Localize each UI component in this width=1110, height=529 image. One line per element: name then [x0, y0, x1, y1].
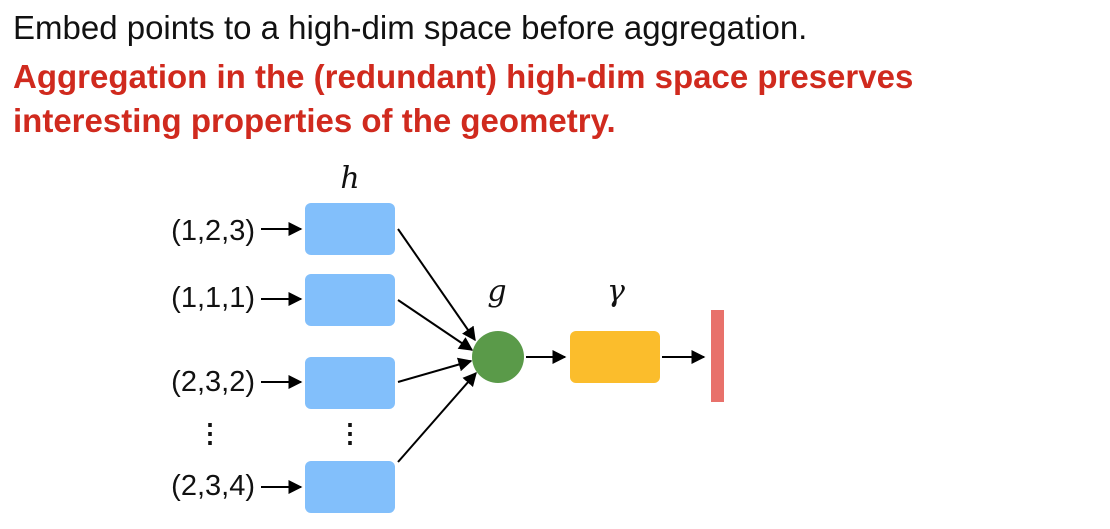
input-label: (2,3,4): [171, 470, 255, 502]
aggregation-arrow: [398, 373, 476, 462]
input-ellipsis: ⋮: [197, 418, 223, 448]
h-embedding-box: [305, 274, 395, 326]
slide-title: Embed points to a high-dim space before aggregation.: [13, 9, 808, 46]
input-label: (2,3,2): [171, 366, 255, 398]
h-embedding-box: [305, 203, 395, 255]
g-label: g: [487, 274, 507, 309]
g-aggregation-node: [472, 331, 524, 383]
output-bar: [711, 310, 724, 402]
aggregation-arrow: [398, 229, 475, 340]
input-label: (1,1,1): [171, 282, 255, 314]
h-embedding-box: [305, 461, 395, 513]
highlight-statement: Aggregation in the (redundant) high-dim space preserves interesting properties of the geometry.: [13, 58, 914, 139]
aggregation-arrow: [398, 300, 472, 350]
gamma-label: γ: [607, 274, 625, 309]
input-label: (1,2,3): [171, 215, 255, 247]
h-ellipsis: ⋮: [337, 418, 363, 448]
gamma-box: [570, 331, 660, 383]
h-label: h: [340, 161, 360, 196]
h-embedding-box: [305, 357, 395, 409]
aggregation-arrow: [398, 361, 471, 382]
